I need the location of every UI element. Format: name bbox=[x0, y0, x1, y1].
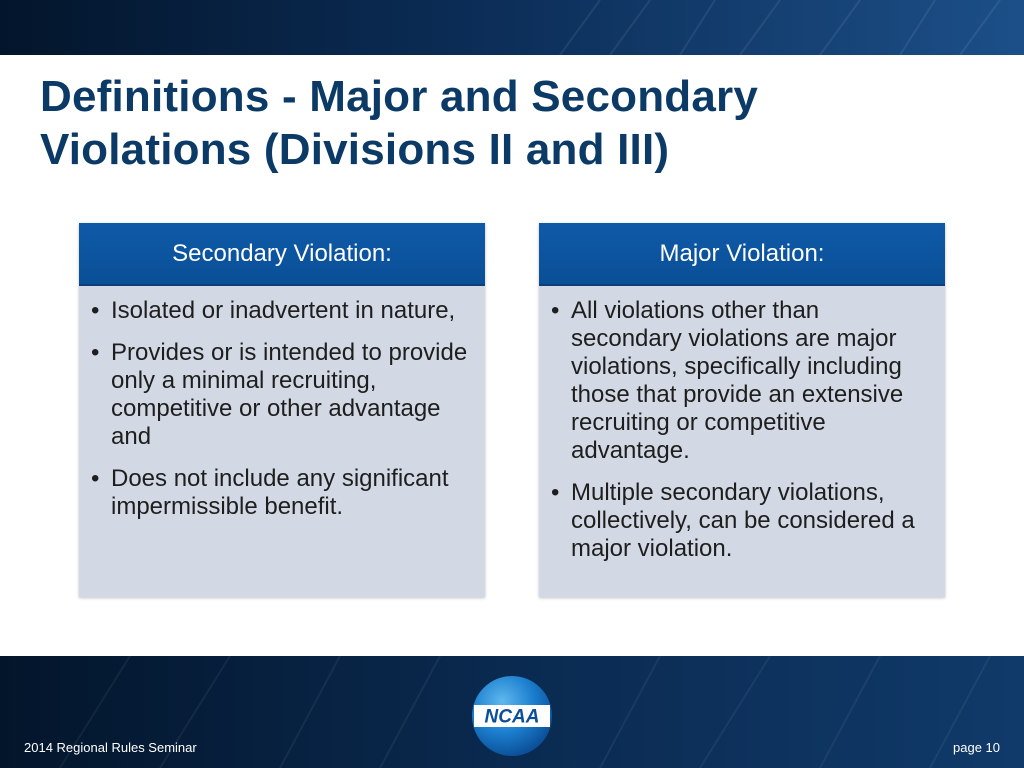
bullet-icon: • bbox=[551, 479, 560, 506]
list-item-text: All violations other than secondary violations are major violations, specifically including those that provide an extensive recruiting or competitive advantage. bbox=[571, 297, 904, 464]
list-item-text: Isolated or inadvertent in nature, bbox=[111, 297, 456, 324]
bullet-icon: • bbox=[91, 339, 100, 366]
list-item bbox=[89, 297, 471, 325]
list-item bbox=[89, 465, 471, 521]
footer-seminar-label: 2014 Regional Rules Seminar bbox=[24, 740, 197, 755]
slide-title-line-2: Violations (Divisions II and III) bbox=[40, 125, 670, 174]
list-item bbox=[549, 297, 931, 465]
list-item bbox=[549, 479, 931, 563]
page-number: page 10 bbox=[953, 740, 1000, 755]
ncaa-logo-icon bbox=[470, 674, 554, 758]
bullet-icon: • bbox=[91, 465, 100, 492]
major-violation-card bbox=[539, 223, 945, 597]
slide-title-line-1: Definitions - Major and Secondary bbox=[40, 72, 759, 121]
secondary-violation-list bbox=[79, 286, 485, 521]
ncaa-logo-text: NCAA bbox=[484, 706, 540, 728]
list-item bbox=[89, 339, 471, 451]
bullet-icon: • bbox=[91, 297, 100, 324]
major-violation-heading: Major Violation: bbox=[539, 223, 945, 286]
banner-streaks bbox=[0, 0, 1024, 55]
list-item-text: Does not include any significant impermissible benefit. bbox=[111, 465, 449, 520]
list-item-text: Multiple secondary violations, collectively, can be considered a major violation. bbox=[571, 479, 915, 562]
major-violation-list bbox=[539, 286, 945, 563]
slide-title bbox=[40, 70, 980, 176]
secondary-violation-card bbox=[79, 223, 485, 597]
bullet-icon: • bbox=[551, 297, 560, 324]
list-item-text: Provides or is intended to provide only a minimal recruiting, competitive or other advantage and bbox=[111, 339, 468, 450]
top-banner bbox=[0, 0, 1024, 55]
secondary-violation-heading: Secondary Violation: bbox=[79, 223, 485, 286]
